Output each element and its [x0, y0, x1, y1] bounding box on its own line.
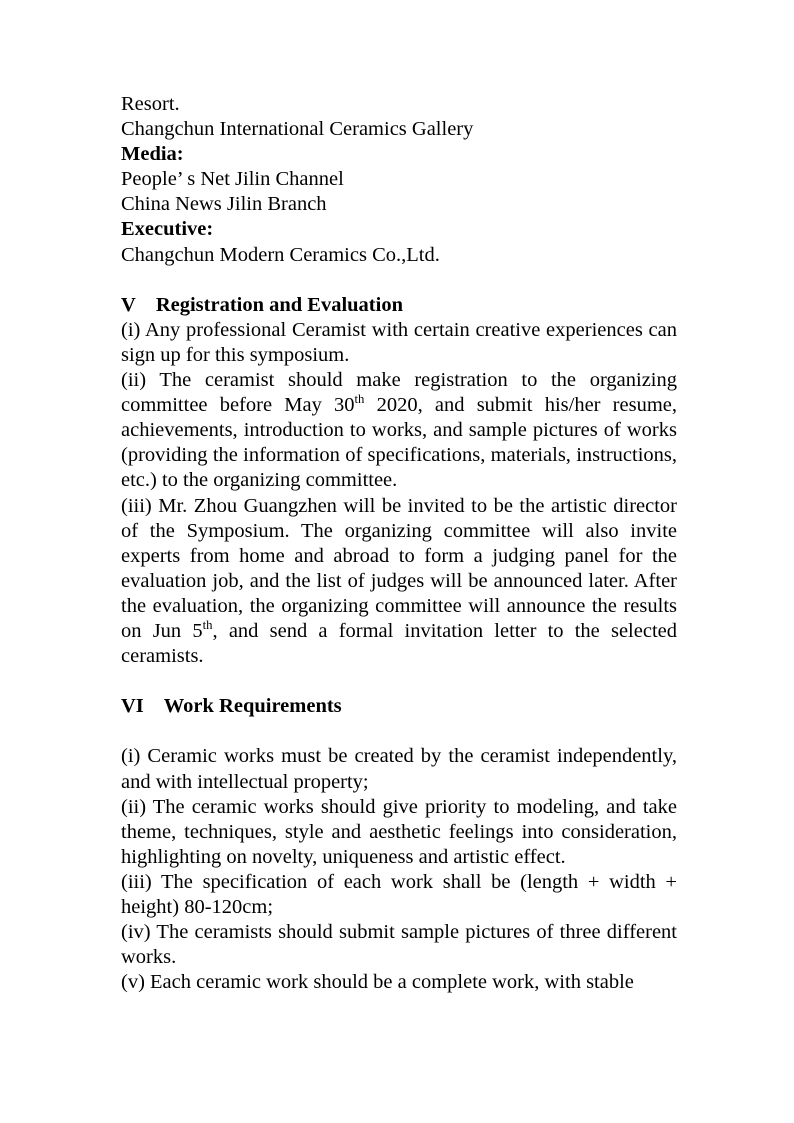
page-content: [121, 92, 677, 995]
paragraph-vi-iv: (iv) The ceramists should submit sample pictures of three different works.: [121, 921, 677, 969]
paragraph-vi-ii: (ii) The ceramic works should give priority to modeling, and take theme, techniques, style and aesthetic feelings into consideration, highlighting on novelty, uniqueness and artistic effect.: [121, 795, 677, 868]
doc-line-gallery: Changchun International Ceramics Gallery: [121, 118, 474, 141]
doc-line-resort: Resort.: [121, 93, 180, 115]
paragraph-v-ii: [121, 368, 677, 493]
doc-line-china-news: China News Jilin Branch: [121, 193, 327, 216]
section-v-title: Registration and Evaluation: [155, 293, 403, 316]
section-vi-title: Work Requirements: [163, 695, 342, 718]
superscript-th: th: [202, 618, 213, 633]
paragraph-v-iii-text-cont: , and send a formal invitation letter to the selected ceramists.: [121, 619, 677, 668]
blank-line: [121, 669, 677, 694]
paragraph-vi-iii: (iii) The specification of each work shall be (length + width + height) 80-120cm;: [121, 870, 677, 918]
doc-line-peoples-net: People’ s Net Jilin Channel: [121, 168, 344, 191]
paragraph-v-ii-text-cont: 2020, and submit his/her resume, achievements, introduction to works, and sample pictures of works (providing the information of specifications, materials, instructions, etc.) to the organizing committee.: [121, 394, 677, 492]
paragraph-v-i: (i) Any professional Ceramist with certain creative experiences can sign up for this symposium.: [121, 318, 677, 366]
doc-line-executive-label: Executive:: [121, 218, 214, 241]
paragraph-v-iii: [121, 494, 677, 670]
paragraph-v-iii-text: (iii) Mr. Zhou Guangzhen will be invited to be the artistic director of the Symposium. The organizing committee will also invite experts from home and abroad to form a judging panel for the evaluation job, and the list of judges will be announced later. After the evaluation, the organizing committee will announce the results on Jun 5: [121, 494, 677, 642]
blank-line: [121, 719, 677, 744]
section-vi-heading: [121, 694, 677, 719]
paragraph-vi-i: (i) Ceramic works must be created by the ceramist independently, and with intellectual property;: [121, 745, 677, 793]
doc-line-media-label: Media:: [121, 143, 184, 166]
section-vi-numeral: VI: [121, 695, 144, 718]
superscript-th: th: [354, 392, 365, 407]
section-v-numeral: V: [121, 293, 136, 316]
paragraph-vi-v: (v) Each ceramic work should be a complete work, with stable: [121, 971, 634, 994]
blank-line: [121, 268, 677, 293]
doc-line-executive-company: Changchun Modern Ceramics Co.,Ltd.: [121, 243, 440, 266]
section-v-heading: [121, 293, 677, 318]
paragraph-v-ii-text: (ii) The ceramist should make registration to the organizing committee before May 30: [121, 369, 677, 417]
